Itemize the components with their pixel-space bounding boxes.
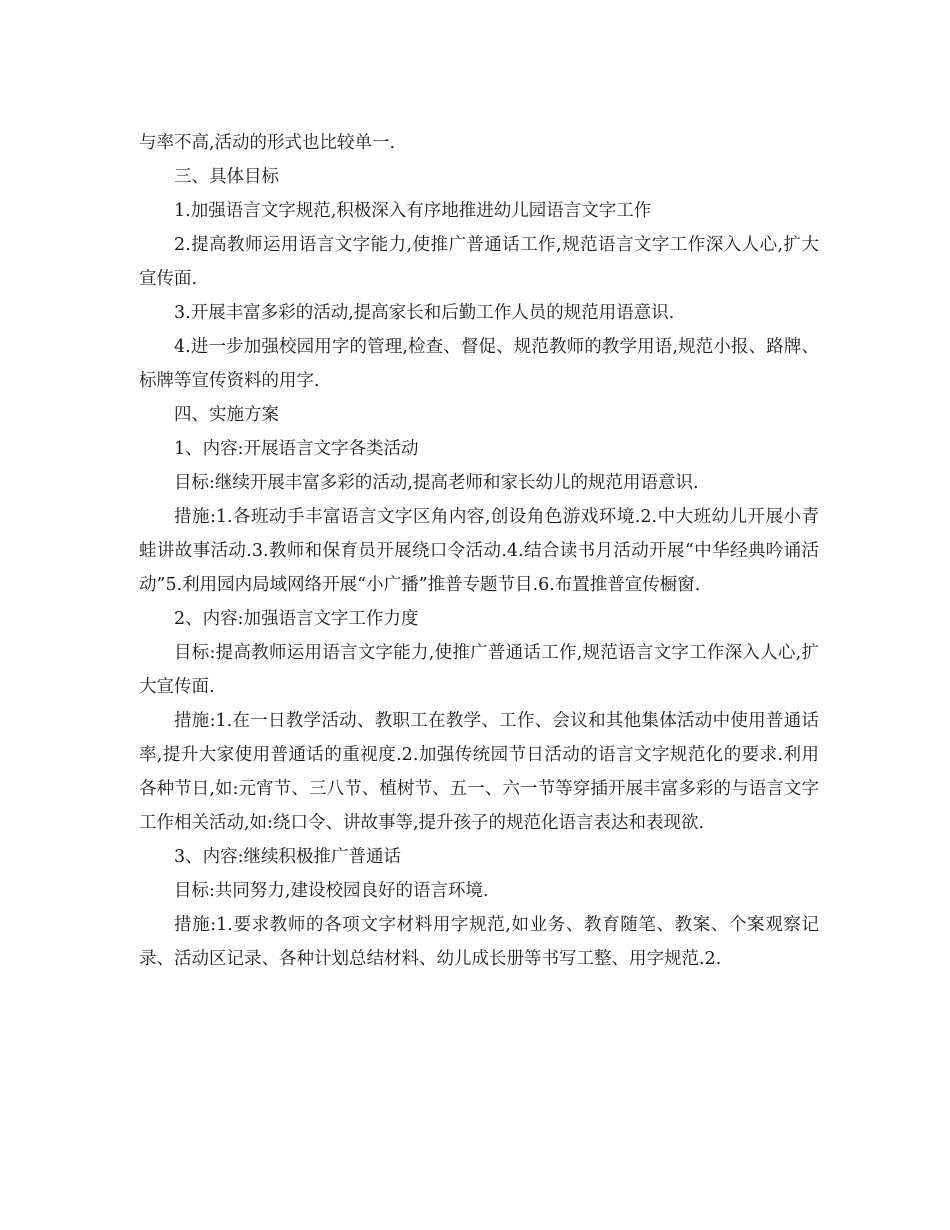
plan-3-content: 3、内容:继续积极推广普通话 <box>174 847 402 867</box>
plan-1-goal: 目标:继续开展丰富多彩的活动,提高老师和家长幼儿的规范用语意识. <box>174 473 699 493</box>
plan-1-content: 1、内容:开展语言文字各类活动 <box>174 439 419 459</box>
plan-3-goal: 目标:共同努力,建设校园良好的语言环境. <box>174 881 489 901</box>
plan-2-goal: 目标:提高教师运用语言文字能力,使推广普通话工作,规范语言文字工作深入人心,扩大宣传面. <box>139 643 819 697</box>
heading-implementation-plan: 四、实施方案 <box>174 405 279 425</box>
plan-2-content: 2、内容:加强语言文字工作力度 <box>174 609 419 629</box>
plan-2-measures: 措施:1.在一日教学活动、教职工在教学、工作、会议和其他集体活动中使用普通话率,提升大家使用普通话的重视度.2.加强传统园节日活动的语言文字规范化的要求.利用各种节日,如:元宵节、三八节、植树节、五一、六一节等穿插开展丰富多彩的与语言文字工作相关活动,如:绕口令、讲故事等,提升孩子的规范化语言表达和表现欲. <box>139 711 819 833</box>
goal-item-2: 2.提高教师运用语言文字能力,使推广普通话工作,规范语言文字工作深入人心,扩大宣传面. <box>139 235 819 289</box>
goal-item-4: 4.进一步加强校园用字的管理,检查、督促、规范教师的教学用语,规范小报、路牌、标牌等宣传资料的用字. <box>139 337 819 391</box>
document-body <box>139 126 819 976</box>
heading-specific-goals: 三、具体目标 <box>174 167 279 187</box>
goal-item-1: 1.加强语言文字规范,积极深入有序地推进幼儿园语言文字工作 <box>174 201 652 221</box>
plan-1-measures: 措施:1.各班动手丰富语言文字区角内容,创设角色游戏环境.2.中大班幼儿开展小青蛙讲故事活动.3.教师和保育员开展绕口令活动.4.结合读书月活动开展“中华经典吟诵活动”5.利用园内局域网络开展“小广播”推普专题节目.6.布置推普宣传橱窗. <box>139 507 819 595</box>
goal-item-3: 3.开展丰富多彩的活动,提高家长和后勤工作人员的规范用语意识. <box>174 303 675 323</box>
paragraph-continuation: 与率不高,活动的形式也比较单一. <box>139 133 396 153</box>
plan-3-measures: 措施:1.要求教师的各项文字材料用字规范,如业务、教育随笔、教案、个案观察记录、活动区记录、各种计划总结材料、幼儿成长册等书写工整、用字规范.2. <box>139 915 819 969</box>
